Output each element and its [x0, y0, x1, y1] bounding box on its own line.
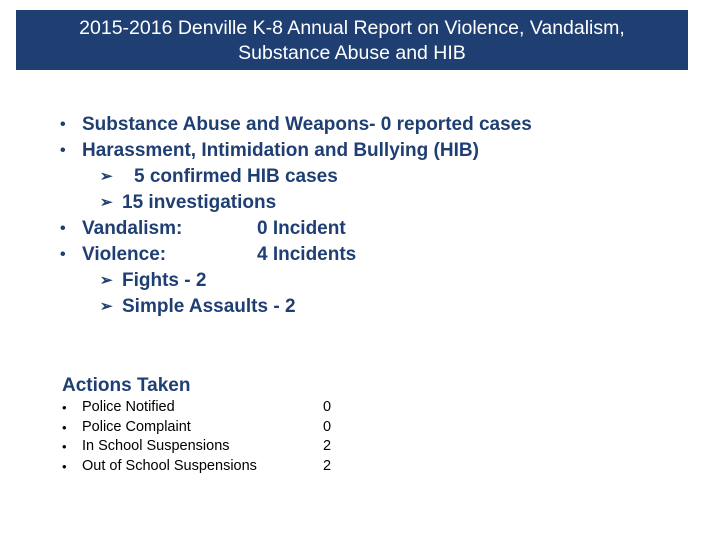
action-item-label: In School Suspensions	[82, 438, 230, 455]
action-item-in-school-suspensions	[62, 437, 372, 457]
summary-item-vandalism	[60, 216, 532, 242]
action-item-label: Out of School Suspensions	[82, 458, 257, 475]
action-item-label: Police Notified	[82, 399, 175, 415]
arrow-bullet-icon: ➢	[100, 272, 113, 289]
summary-item-text: Harassment, Intimidation and Bullying (HIB)	[82, 140, 479, 161]
action-item-label: Police Complaint	[82, 418, 191, 435]
summary-subitem-text: 5 confirmed HIB cases	[134, 166, 338, 187]
action-item-count: 0	[323, 418, 332, 435]
summary-subitem-confirmed-hib	[60, 164, 532, 190]
action-item-police-notified	[62, 398, 372, 418]
summary-subitem-text: Simple Assaults - 2	[122, 296, 296, 317]
arrow-bullet-icon: ➢	[100, 194, 113, 211]
action-item-out-of-school-suspensions	[62, 457, 372, 477]
round-bullet-icon: •	[60, 246, 66, 263]
summary-item-substance-abuse	[60, 112, 532, 138]
summary-subitem-text: Fights - 2	[122, 270, 207, 291]
round-bullet-icon: •	[60, 142, 66, 159]
summary-subitem-investigations	[60, 190, 532, 216]
round-bullet-icon: •	[62, 419, 67, 435]
actions-list	[62, 398, 372, 477]
round-bullet-icon: •	[62, 459, 67, 475]
action-item-count: 0	[323, 399, 332, 415]
summary-item-value: 0 Incident	[257, 218, 346, 239]
title-line-1: 2015-2016 Denville K-8 Annual Report on Violence, Vandalism,	[79, 17, 625, 39]
round-bullet-icon: •	[62, 439, 67, 455]
summary-subitem-simple-assaults	[60, 294, 532, 320]
summary-list	[60, 112, 532, 320]
round-bullet-icon: •	[60, 116, 66, 133]
round-bullet-icon: •	[62, 400, 67, 415]
action-item-count: 2	[323, 438, 332, 455]
summary-item-label: Vandalism:	[82, 218, 183, 239]
summary-subitem-fights	[60, 268, 532, 294]
summary-item-value: 4 Incidents	[257, 244, 357, 265]
arrow-bullet-icon: ➢	[100, 168, 113, 185]
actions-heading: Actions Taken	[62, 375, 191, 396]
action-item-count: 2	[323, 458, 332, 475]
summary-subitem-text: 15 investigations	[122, 192, 277, 213]
summary-item-violence	[60, 242, 532, 268]
action-item-police-complaint	[62, 418, 372, 438]
arrow-bullet-icon: ➢	[100, 298, 113, 315]
title-banner	[16, 10, 688, 70]
summary-item-text: Substance Abuse and Weapons- 0 reported cases	[82, 114, 532, 135]
summary-item-hib	[60, 138, 532, 164]
summary-item-label: Violence:	[82, 244, 167, 265]
title-line-2: Substance Abuse and HIB	[238, 42, 466, 64]
round-bullet-icon: •	[60, 220, 66, 237]
